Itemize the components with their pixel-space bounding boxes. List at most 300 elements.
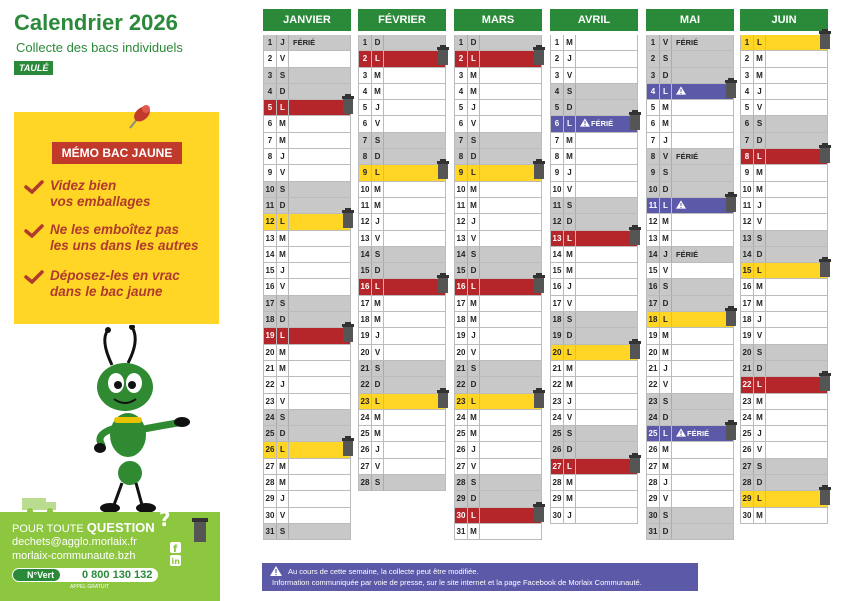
memo-title: MÉMO BAC JAUNE <box>52 142 182 164</box>
day-number: 19 <box>359 328 372 343</box>
day-row <box>454 475 542 491</box>
weekday-letter: J <box>277 377 289 392</box>
day-note <box>384 100 445 115</box>
day-row <box>358 263 446 279</box>
day-note <box>672 328 733 343</box>
day-note <box>766 149 827 164</box>
day-row <box>550 247 638 263</box>
day-number: 1 <box>551 35 564 50</box>
weekday-letter: J <box>564 279 576 294</box>
day-row <box>646 442 734 458</box>
holiday-label: FÉRIÉ <box>676 249 699 259</box>
day-row <box>263 198 351 214</box>
day-note <box>289 491 350 506</box>
day-note <box>480 116 541 131</box>
day-row <box>263 524 351 540</box>
day-row <box>358 442 446 458</box>
day-note <box>672 84 733 99</box>
day-row <box>263 312 351 328</box>
day-number: 30 <box>551 508 564 523</box>
weekday-letter: V <box>468 459 480 474</box>
weekday-letter: V <box>660 35 672 50</box>
day-note <box>672 524 733 539</box>
day-row <box>550 84 638 100</box>
day-number: 16 <box>647 279 660 294</box>
day-number: 7 <box>647 133 660 148</box>
weekday-letter: D <box>660 182 672 197</box>
weekday-letter: M <box>468 426 480 441</box>
day-note <box>384 296 445 311</box>
day-number: 14 <box>455 247 468 262</box>
day-number: 28 <box>647 475 660 490</box>
day-row <box>263 51 351 67</box>
weekday-letter: S <box>754 116 766 131</box>
day-note <box>766 263 827 278</box>
holiday-label: FÉRIÉ <box>293 38 316 47</box>
day-row <box>263 475 351 491</box>
day-note <box>480 345 541 360</box>
day-row <box>740 198 828 214</box>
day-row <box>646 475 734 491</box>
day-note <box>289 394 350 409</box>
day-row <box>550 475 638 491</box>
day-row <box>646 377 734 393</box>
weekday-letter: M <box>660 231 672 246</box>
day-number: 30 <box>264 508 277 523</box>
day-note <box>672 149 733 164</box>
day-row <box>646 491 734 507</box>
day-row <box>358 345 446 361</box>
day-row <box>646 165 734 181</box>
weekday-letter: L <box>372 279 384 294</box>
day-note <box>384 165 445 180</box>
day-number: 24 <box>359 410 372 425</box>
day-note <box>289 279 350 294</box>
day-number: 7 <box>455 133 468 148</box>
weekday-letter: J <box>277 491 289 506</box>
weekday-letter: D <box>468 263 480 278</box>
recycling-truck-icon <box>20 494 60 514</box>
bin-icon <box>629 225 641 245</box>
weekday-letter: M <box>277 247 289 262</box>
day-note <box>766 426 827 441</box>
day-row <box>646 247 734 263</box>
weekday-letter: D <box>277 198 289 213</box>
day-row <box>740 247 828 263</box>
weekday-letter: J <box>372 328 384 343</box>
month-column <box>550 9 638 524</box>
day-row <box>740 165 828 181</box>
day-note <box>576 394 637 409</box>
weekday-letter: M <box>754 165 766 180</box>
day-number: 28 <box>359 475 372 490</box>
weekday-letter: M <box>277 133 289 148</box>
day-note <box>576 149 637 164</box>
weekday-letter: J <box>754 84 766 99</box>
day-note <box>576 410 637 425</box>
day-note <box>289 377 350 392</box>
day-row <box>454 214 542 230</box>
svg-text:in: in <box>171 557 180 566</box>
weekday-letter: L <box>660 198 672 213</box>
day-number: 2 <box>359 51 372 66</box>
day-note <box>672 68 733 83</box>
day-row <box>740 35 828 51</box>
day-number: 26 <box>264 442 277 457</box>
day-note <box>289 165 350 180</box>
day-note <box>672 231 733 246</box>
weekday-letter: M <box>660 116 672 131</box>
day-note <box>672 394 733 409</box>
day-note <box>384 475 445 490</box>
day-note <box>480 328 541 343</box>
day-note <box>766 231 827 246</box>
weekday-letter: L <box>564 231 576 246</box>
day-number: 16 <box>455 279 468 294</box>
bin-icon <box>342 94 354 114</box>
day-number: 19 <box>455 328 468 343</box>
month-header: AVRIL <box>550 9 638 31</box>
weekday-letter: M <box>754 182 766 197</box>
day-row <box>358 328 446 344</box>
weekday-letter: J <box>468 442 480 457</box>
day-row <box>740 345 828 361</box>
day-row <box>358 35 446 51</box>
weekday-letter: L <box>564 345 576 360</box>
day-row <box>263 100 351 116</box>
day-row <box>550 116 638 132</box>
day-row <box>358 165 446 181</box>
day-number: 6 <box>741 116 754 131</box>
day-row <box>454 182 542 198</box>
day-number: 22 <box>359 377 372 392</box>
day-row <box>550 279 638 295</box>
day-note <box>576 231 637 246</box>
day-number: 31 <box>264 524 277 539</box>
day-note <box>576 491 637 506</box>
day-number: 4 <box>264 84 277 99</box>
day-number: 27 <box>264 459 277 474</box>
weekday-letter: S <box>564 84 576 99</box>
linkedin-icon[interactable] <box>170 555 181 566</box>
day-note <box>480 491 541 506</box>
day-number: 22 <box>264 377 277 392</box>
weekday-letter: J <box>754 312 766 327</box>
weekday-letter: D <box>660 410 672 425</box>
weekday-letter: L <box>754 263 766 278</box>
day-row <box>358 68 446 84</box>
weekday-letter: S <box>277 68 289 83</box>
day-number: 6 <box>551 116 564 131</box>
day-row <box>454 247 542 263</box>
day-number: 9 <box>551 165 564 180</box>
day-number: 26 <box>647 442 660 457</box>
day-row <box>454 263 542 279</box>
day-note <box>480 377 541 392</box>
day-note <box>384 231 445 246</box>
weekday-letter: S <box>277 410 289 425</box>
weekday-letter: M <box>754 410 766 425</box>
weekday-letter: D <box>277 84 289 99</box>
day-row <box>550 149 638 165</box>
day-note <box>576 279 637 294</box>
day-row <box>263 68 351 84</box>
day-row <box>358 394 446 410</box>
weekday-letter: S <box>372 361 384 376</box>
day-note <box>576 214 637 229</box>
day-note <box>289 459 350 474</box>
weekday-letter: V <box>372 231 384 246</box>
day-row <box>454 100 542 116</box>
day-note <box>766 442 827 457</box>
weekday-letter: S <box>468 247 480 262</box>
weekday-letter: D <box>468 35 480 50</box>
day-row <box>263 296 351 312</box>
weekday-letter: V <box>468 116 480 131</box>
holiday-label: FÉRIÉ <box>676 152 699 162</box>
day-row <box>550 328 638 344</box>
weekday-letter: M <box>564 475 576 490</box>
day-row <box>646 345 734 361</box>
day-number: 21 <box>359 361 372 376</box>
day-note <box>672 116 733 131</box>
bin-icon <box>437 273 449 293</box>
weekday-letter: L <box>277 442 289 457</box>
day-row <box>263 377 351 393</box>
day-note <box>384 182 445 197</box>
day-row <box>263 442 351 458</box>
day-note <box>289 524 350 539</box>
day-number: 15 <box>647 263 660 278</box>
day-number: 1 <box>455 35 468 50</box>
day-number: 14 <box>647 247 660 262</box>
day-note <box>289 247 350 262</box>
day-note <box>480 182 541 197</box>
weekday-letter: M <box>468 524 480 539</box>
weekday-letter: D <box>660 296 672 311</box>
weekday-letter: M <box>564 133 576 148</box>
day-row <box>263 165 351 181</box>
day-row <box>550 182 638 198</box>
day-row <box>454 524 542 540</box>
day-number: 17 <box>647 296 660 311</box>
weekday-letter: M <box>660 328 672 343</box>
day-row <box>646 459 734 475</box>
phone-badge[interactable]: N°Vert 0 800 130 132 <box>12 568 158 582</box>
weekday-letter: M <box>754 394 766 409</box>
day-row <box>454 35 542 51</box>
weekday-letter: S <box>468 133 480 148</box>
weekday-letter: M <box>277 459 289 474</box>
day-number: 27 <box>359 459 372 474</box>
weekday-letter: J <box>468 100 480 115</box>
day-row <box>740 312 828 328</box>
day-row <box>646 328 734 344</box>
day-number: 2 <box>647 51 660 66</box>
day-number: 13 <box>551 231 564 246</box>
day-number: 8 <box>455 149 468 164</box>
day-note <box>289 198 350 213</box>
day-note <box>289 51 350 66</box>
day-number: 12 <box>264 214 277 229</box>
day-note <box>766 296 827 311</box>
day-number: 25 <box>647 426 660 441</box>
day-number: 23 <box>551 394 564 409</box>
bin-icon <box>819 257 831 277</box>
day-row <box>358 198 446 214</box>
day-row <box>263 247 351 263</box>
bin-icon <box>725 420 737 440</box>
bin-icon <box>629 453 641 473</box>
weekday-letter: M <box>754 68 766 83</box>
day-number: 13 <box>264 231 277 246</box>
day-number: 6 <box>359 116 372 131</box>
weekday-letter: M <box>372 198 384 213</box>
bin-icon <box>819 143 831 163</box>
day-number: 2 <box>455 51 468 66</box>
day-row <box>646 182 734 198</box>
day-row <box>454 508 542 524</box>
day-row <box>646 116 734 132</box>
bin-icon <box>533 273 545 293</box>
day-number: 12 <box>455 214 468 229</box>
facebook-icon[interactable] <box>170 542 181 553</box>
day-note <box>672 426 733 441</box>
day-number: 24 <box>455 410 468 425</box>
day-row <box>263 214 351 230</box>
day-number: 11 <box>741 198 754 213</box>
day-row <box>358 296 446 312</box>
day-note <box>480 524 541 539</box>
day-number: 2 <box>264 51 277 66</box>
weekday-letter: M <box>468 312 480 327</box>
day-row <box>646 524 734 540</box>
contact-website[interactable]: morlaix-communaute.bzh <box>12 550 136 562</box>
month-column <box>263 9 351 540</box>
day-note <box>672 279 733 294</box>
day-number: 27 <box>551 459 564 474</box>
memo-tip: Videz bien vos emballages <box>24 178 151 210</box>
phone-note: APPEL GRATUIT <box>70 584 109 590</box>
day-note <box>289 410 350 425</box>
weekday-letter: V <box>468 231 480 246</box>
day-number: 21 <box>647 361 660 376</box>
weekday-letter: J <box>660 247 672 262</box>
day-note <box>576 442 637 457</box>
weekday-letter: M <box>277 475 289 490</box>
day-note <box>576 133 637 148</box>
weekday-letter: V <box>372 116 384 131</box>
day-row <box>646 312 734 328</box>
day-note <box>576 377 637 392</box>
day-note <box>384 279 445 294</box>
check-icon <box>24 224 44 238</box>
weekday-letter: S <box>660 508 672 523</box>
day-number: 27 <box>741 459 754 474</box>
day-note <box>480 84 541 99</box>
day-note <box>672 35 733 50</box>
day-number: 2 <box>551 51 564 66</box>
weekday-letter: S <box>660 394 672 409</box>
day-note <box>576 459 637 474</box>
weekday-letter: L <box>660 84 672 99</box>
day-row <box>740 214 828 230</box>
day-number: 20 <box>264 345 277 360</box>
holiday-label: FÉRIÉ <box>676 38 699 47</box>
month-header: MARS <box>454 9 542 31</box>
day-note <box>480 35 541 50</box>
weekday-letter: V <box>564 68 576 83</box>
day-note <box>672 459 733 474</box>
day-number: 22 <box>741 377 754 392</box>
weekday-letter: L <box>468 508 480 523</box>
month-column <box>358 9 446 491</box>
weekday-letter: J <box>564 394 576 409</box>
memo-tip: Déposez-les en vrac dans le bac jaune <box>24 268 180 300</box>
day-number: 8 <box>741 149 754 164</box>
weekday-letter: L <box>564 116 576 131</box>
day-note <box>576 361 637 376</box>
day-number: 1 <box>647 35 660 50</box>
day-row <box>740 133 828 149</box>
day-row <box>740 116 828 132</box>
check-icon <box>24 180 44 194</box>
weekday-letter: L <box>372 394 384 409</box>
weekday-letter: L <box>754 35 766 50</box>
warning-icon <box>676 428 686 437</box>
day-number: 10 <box>551 182 564 197</box>
bin-icon <box>342 208 354 228</box>
day-row <box>550 345 638 361</box>
day-number: 7 <box>264 133 277 148</box>
day-note <box>384 312 445 327</box>
day-number: 11 <box>264 198 277 213</box>
day-note <box>766 214 827 229</box>
day-note <box>384 328 445 343</box>
day-note <box>480 475 541 490</box>
weekday-letter: M <box>660 442 672 457</box>
day-number: 27 <box>455 459 468 474</box>
day-row <box>263 231 351 247</box>
day-number: 10 <box>741 182 754 197</box>
weekday-letter: V <box>754 442 766 457</box>
day-number: 18 <box>455 312 468 327</box>
weekday-letter: M <box>468 296 480 311</box>
weekday-letter: M <box>754 508 766 523</box>
day-note <box>766 312 827 327</box>
day-row <box>550 426 638 442</box>
weekday-letter: V <box>277 279 289 294</box>
day-note <box>384 35 445 50</box>
weekday-letter: J <box>564 165 576 180</box>
day-note <box>289 296 350 311</box>
day-number: 24 <box>264 410 277 425</box>
contact-email[interactable]: dechets@agglo.morlaix.fr <box>12 536 137 548</box>
weekday-letter: D <box>754 475 766 490</box>
weekday-letter: D <box>564 328 576 343</box>
day-row <box>740 68 828 84</box>
day-row <box>358 182 446 198</box>
day-number: 18 <box>741 312 754 327</box>
day-note <box>576 165 637 180</box>
day-row <box>454 149 542 165</box>
weekday-letter: V <box>277 165 289 180</box>
month-column <box>740 9 828 524</box>
day-row <box>454 231 542 247</box>
bin-icon <box>192 516 208 544</box>
day-number: 29 <box>264 491 277 506</box>
day-number: 25 <box>455 426 468 441</box>
